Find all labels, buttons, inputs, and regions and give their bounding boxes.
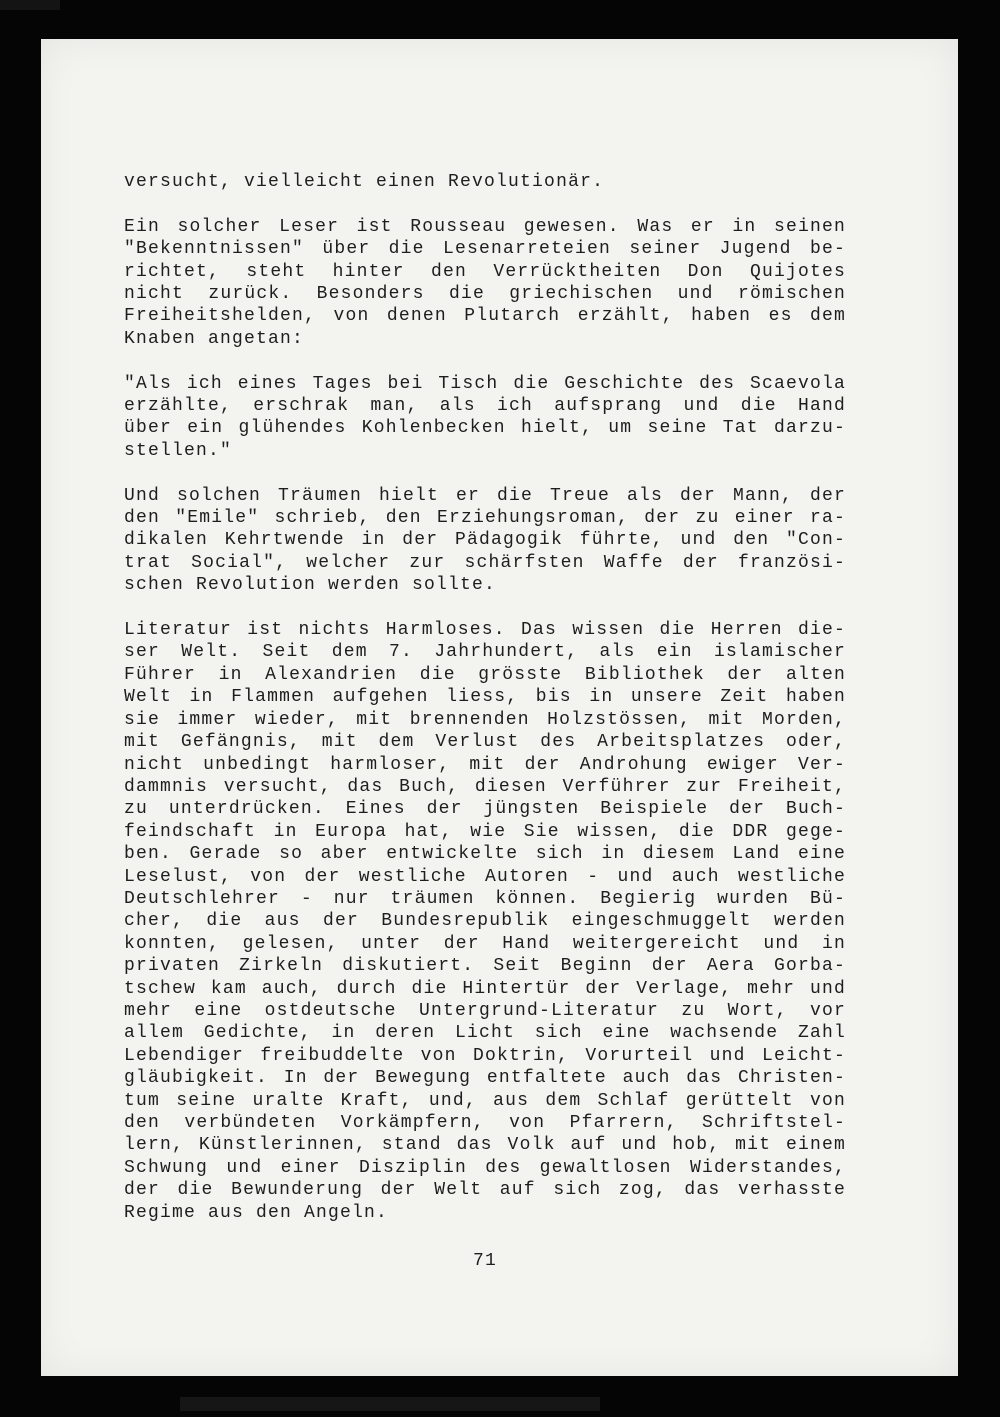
text-line: mit Gefängnis, mit dem Verlust des Arbeitsplatzes oder, <box>124 732 846 753</box>
text-line: Ein solcher Leser ist Rousseau gewesen. Was er in seinen <box>124 216 846 237</box>
text-line: der die Bewunderung der Welt auf sich zog, das verhasste <box>124 1180 846 1201</box>
text-line: Führer in Alexandrien die grösste Bibliothek der alten <box>124 664 846 685</box>
text-line: tschew kam auch, durch die Hintertür der Verlage, mehr und <box>124 978 846 999</box>
text-line: ben. Gerade so aber entwickelte sich in diesem Land eine <box>124 844 846 865</box>
text-line: erzählte, erschrak man, als ich aufsprang und die Hand <box>124 396 846 417</box>
text-line: schen Revolution werden sollte. <box>124 575 497 596</box>
text-line: Knaben angetan: <box>124 328 305 349</box>
text-line: trat Social", welcher zur schärfsten Waffe der französi- <box>124 552 846 573</box>
paragraph <box>124 171 846 193</box>
scan-artifact <box>0 0 60 10</box>
text-line: Welt in Flammen aufgehen liess, bis in unsere Zeit haben <box>124 687 846 708</box>
text-line: versucht, vielleicht einen Revolutionär. <box>124 172 605 192</box>
text-line: Deutschlehrer - nur träumen können. Begierig wurden Bü- <box>124 888 846 909</box>
page-number: 71 <box>472 1251 497 1271</box>
text-line: "Als ich eines Tages bei Tisch die Geschichte des Scaevola <box>124 373 846 394</box>
paragraph <box>124 619 846 1224</box>
text-line: stellen." <box>124 440 233 461</box>
text-line: nicht zurück. Besonders die griechischen und römischen <box>124 284 846 305</box>
text-line: lern, Künstlerinnen, stand das Volk auf und hob, mit einem <box>124 1135 846 1156</box>
paragraph <box>124 373 846 463</box>
text-line: über ein glühendes Kohlenbecken hielt, um seine Tat darzu- <box>124 418 846 439</box>
text-line: Freiheitshelden, von denen Plutarch erzählt, haben es dem <box>124 306 846 327</box>
text-line: konnten, gelesen, unter der Hand weitergereicht und in <box>124 933 846 954</box>
paragraph <box>124 216 846 350</box>
text-line: zu unterdrücken. Eines der jüngsten Beispiele der Buch- <box>124 799 846 820</box>
text-line: Und solchen Träumen hielt er die Treue als der Mann, der <box>124 485 846 506</box>
scan-artifact <box>180 1397 600 1411</box>
text-line: "Bekenntnissen" über die Lesenarreteien seiner Jugend be- <box>124 239 846 260</box>
text-line: Schwung und einer Disziplin des gewaltlosen Widerstandes, <box>124 1157 846 1178</box>
text-line: privaten Zirkeln diskutiert. Seit Beginn der Aera Gorba- <box>124 956 846 977</box>
text-line: dikalen Kehrtwende in der Pädagogik führte, und den "Con- <box>124 530 846 551</box>
text-block <box>124 171 846 1224</box>
text-line: gläubigkeit. In der Bewegung entfaltete auch das Christen- <box>124 1068 846 1089</box>
text-line: Literatur ist nichts Harmloses. Das wissen die Herren die- <box>124 620 846 641</box>
text-line: richtet, steht hinter den Verrücktheiten Don Quijotes <box>124 261 846 282</box>
text-line: sie immer wieder, mit brennenden Holzstössen, mit Morden, <box>124 709 846 730</box>
text-line: dammnis versucht, das Buch, diesen Verführer zur Freiheit, <box>124 776 846 797</box>
text-line: nicht unbedingt harmloser, mit der Androhung ewiger Ver- <box>124 754 846 775</box>
text-line: tum seine uralte Kraft, und, aus dem Schlaf gerüttelt von <box>124 1090 846 1111</box>
text-line: ser Welt. Seit dem 7. Jahrhundert, als ein islamischer <box>124 642 846 663</box>
text-line: cher, die aus der Bundesrepublik eingeschmuggelt werden <box>124 911 846 932</box>
paragraph <box>124 485 846 597</box>
text-line: mehr eine ostdeutsche Untergrund-Literatur zu Wort, vor <box>124 1000 846 1021</box>
text-line: Regime aus den Angeln. <box>124 1202 389 1223</box>
document-page <box>41 39 958 1376</box>
text-line: Lebendiger freibuddelte von Doktrin, Vorurteil und Leicht- <box>124 1045 846 1066</box>
text-line: feindschaft in Europa hat, wie Sie wissen, die DDR gege- <box>124 821 846 842</box>
text-line: allem Gedichte, in deren Licht sich eine wachsende Zahl <box>124 1023 846 1044</box>
text-line: Leselust, von der westliche Autoren - und auch westliche <box>124 866 846 887</box>
text-line: den verbündeten Vorkämpfern, von Pfarrern, Schriftstel- <box>124 1113 846 1133</box>
text-line: den "Emile" schrieb, den Erziehungsroman, der zu einer ra- <box>124 508 846 529</box>
